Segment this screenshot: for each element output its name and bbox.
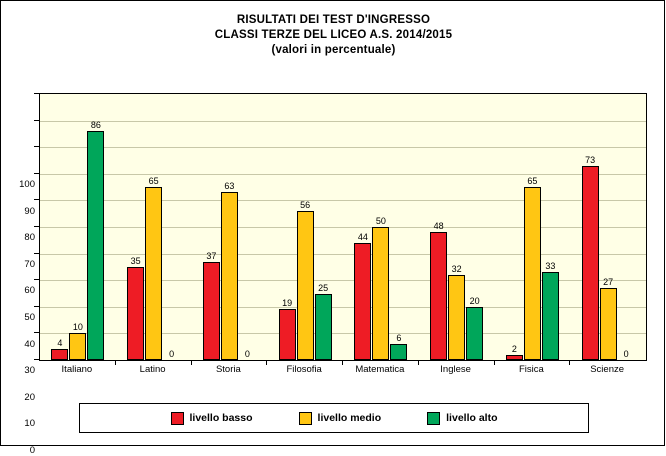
chart-title: [1, 13, 666, 58]
bar-value-label: 25: [318, 282, 329, 293]
bar-value-label: 20: [469, 295, 480, 306]
bar-value-label: 6: [396, 333, 402, 344]
legend-label: livello medio: [317, 412, 382, 424]
bar-italiano-livello-alto: [87, 131, 104, 360]
legend-item-livello-alto[interactable]: [427, 412, 497, 425]
y-tick-label: 100: [19, 179, 35, 190]
y-tick-label: 70: [24, 258, 35, 270]
bar-inglese-livello-medio: [448, 275, 465, 360]
bar-matematica-livello-basso: [354, 243, 371, 360]
gridline: [40, 200, 646, 201]
gridline: [40, 147, 646, 148]
x-tick-label-latino: Latino: [139, 364, 166, 375]
bar-italiano-livello-medio: [69, 333, 86, 360]
x-axis: [39, 364, 647, 380]
y-tick-label: 60: [24, 285, 35, 297]
x-tick-label-fisica: Fisica: [518, 364, 544, 375]
y-tick-label: 80: [24, 232, 35, 244]
bar-value-label: 0: [244, 349, 250, 359]
y-tick-label: 30: [24, 365, 35, 377]
chart-title-line-1: RISULTATI DEI TEST D'INGRESSO: [236, 14, 431, 26]
legend-swatch-icon: [427, 412, 440, 425]
bar-value-label: 35: [130, 255, 141, 266]
bar-italiano-livello-basso: [51, 349, 68, 360]
bar-value-label: 19: [282, 298, 293, 309]
x-tick-label-scienze: Scienze: [590, 364, 625, 375]
bar-value-label: 65: [148, 176, 159, 187]
bar-fisica-livello-alto: [542, 272, 559, 360]
gridline: [40, 227, 646, 228]
y-tick-mark: [34, 146, 39, 147]
bar-value-label: 10: [72, 322, 83, 333]
x-tick-label-filosofia: Filosofia: [286, 364, 322, 375]
x-tick-label-storia: Storia: [215, 364, 241, 375]
y-tick-mark: [34, 332, 39, 333]
gridline: [40, 121, 646, 122]
x-tick-mark: [115, 361, 116, 365]
y-tick-mark: [34, 120, 39, 121]
x-tick-mark: [342, 361, 343, 365]
bar-value-label: 27: [603, 277, 614, 288]
x-tick-mark: [191, 361, 192, 365]
plot-area: [39, 93, 647, 361]
chart-title-line-2: CLASSI TERZE DEL LICEO A.S. 2014/2015: [214, 29, 453, 41]
y-tick-label: 90: [24, 205, 35, 217]
bar-latino-livello-basso: [127, 267, 144, 360]
bar-value-label: 73: [585, 154, 596, 165]
y-tick-label: 10: [24, 418, 35, 430]
y-tick-mark: [34, 199, 39, 200]
y-tick-label: 20: [24, 391, 35, 403]
bar-scienze-livello-basso: [582, 166, 599, 360]
gridline: [40, 174, 646, 175]
bar-fisica-livello-medio: [524, 187, 541, 360]
x-tick-mark: [494, 361, 495, 365]
bar-inglese-livello-alto: [466, 307, 483, 360]
legend-item-livello-basso[interactable]: [171, 412, 253, 425]
bar-filosofia-livello-basso: [279, 309, 296, 360]
bar-value-label: 0: [623, 349, 629, 359]
y-tick-mark: [34, 93, 39, 94]
bar-value-label: 56: [300, 200, 311, 211]
legend-label: livello basso: [189, 412, 253, 424]
bar-value-label: 2: [511, 343, 517, 354]
bar-fisica-livello-basso: [506, 355, 523, 360]
chart-title-line-3: (valori in percentuale): [271, 44, 396, 56]
bar-filosofia-livello-alto: [315, 294, 332, 361]
bar-value-label: 44: [357, 231, 368, 242]
y-tick-mark: [34, 306, 39, 307]
legend-swatch-icon: [171, 412, 184, 425]
bar-value-label: 4: [57, 338, 63, 349]
x-tick-label-inglese: Inglese: [440, 364, 471, 375]
x-tick-label-italiano: Italiano: [61, 364, 93, 375]
x-tick-mark: [569, 361, 570, 365]
y-axis: [1, 93, 35, 456]
bar-matematica-livello-alto: [390, 344, 407, 360]
bar-value-label: 37: [206, 250, 217, 261]
y-tick-mark: [34, 253, 39, 254]
bar-latino-livello-medio: [145, 187, 162, 360]
y-tick-mark: [34, 359, 39, 360]
bar-value-label: 86: [90, 120, 101, 131]
y-tick-mark: [34, 226, 39, 227]
y-tick-label: 50: [24, 312, 35, 323]
bar-value-label: 33: [545, 261, 556, 272]
bar-value-label: 50: [375, 216, 386, 226]
x-tick-mark: [418, 361, 419, 365]
legend-label: livello alto: [446, 412, 498, 424]
legend-swatch-icon: [299, 412, 312, 425]
chart-legend: [79, 403, 589, 433]
y-tick-mark: [34, 279, 39, 280]
gridline: [40, 254, 646, 255]
bar-inglese-livello-basso: [430, 232, 447, 360]
y-tick-mark: [34, 173, 39, 174]
legend-item-livello-medio[interactable]: [299, 412, 382, 425]
x-tick-mark: [266, 361, 267, 365]
y-tick-label: 0: [29, 445, 35, 456]
bar-value-label: 48: [433, 221, 444, 232]
bar-storia-livello-medio: [221, 192, 238, 360]
bar-storia-livello-basso: [203, 262, 220, 360]
y-tick-label: 40: [24, 338, 35, 350]
bar-value-label: 0: [169, 349, 175, 359]
bar-value-label: 32: [451, 263, 462, 274]
bar-value-label: 65: [527, 176, 538, 187]
bar-value-label: 63: [224, 181, 235, 192]
x-tick-label-matematica: Matematica: [355, 364, 405, 375]
